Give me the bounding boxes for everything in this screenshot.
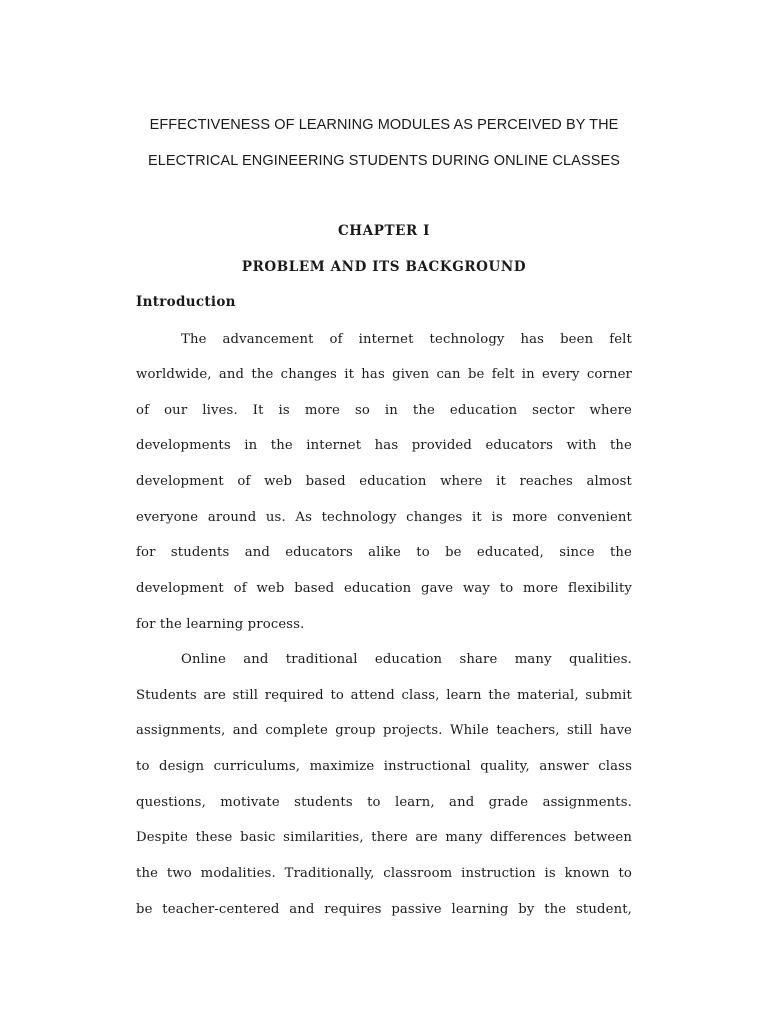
paragraph-1-line: development of web based education where it reaches almost — [136, 474, 632, 489]
section-heading: Introduction — [136, 294, 236, 310]
paragraph-2-line: Students are still required to attend class, learn the material, submit — [136, 688, 632, 703]
paragraph-1-line: for the learning process. — [136, 617, 305, 632]
paragraph-2-line: questions, motivate students to learn, and grade assignments. — [136, 795, 632, 810]
chapter-label: CHAPTER I — [337, 223, 431, 239]
paragraph-1-line: of our lives. It is more so in the education sector where — [136, 403, 632, 418]
document-title-line-2: ELECTRICAL ENGINEERING STUDENTS DURING ONLINE CLASSES — [147, 153, 621, 169]
paragraph-2-line: Online and traditional education share many qualities. — [181, 652, 632, 667]
paragraph-2-line: assignments, and complete group projects. While teachers, still have — [136, 723, 632, 738]
paragraph-1-line: worldwide, and the changes it has given can be felt in every corner — [136, 367, 632, 382]
paragraph-1-line: everyone around us. As technology changes it is more convenient — [136, 510, 632, 525]
chapter-title: PROBLEM AND ITS BACKGROUND — [241, 259, 527, 275]
paragraph-2-line: Despite these basic similarities, there are many differences between — [136, 830, 632, 845]
paragraph-1-line: for students and educators alike to be educated, since the — [136, 545, 632, 560]
paragraph-2-line: be teacher-centered and requires passive learning by the student, — [136, 902, 632, 917]
paragraph-2-line: the two modalities. Traditionally, classroom instruction is known to — [136, 866, 632, 881]
paragraph-1-line: developments in the internet has provided educators with the — [136, 438, 632, 453]
paragraph-1-line: The advancement of internet technology has been felt — [181, 332, 632, 347]
paragraph-2-line: to design curriculums, maximize instructional quality, answer class — [136, 759, 632, 774]
document-title-line-1: EFFECTIVENESS OF LEARNING MODULES AS PERCEIVED BY THE — [149, 117, 619, 133]
paragraph-1-line: development of web based education gave way to more flexibility — [136, 581, 632, 596]
